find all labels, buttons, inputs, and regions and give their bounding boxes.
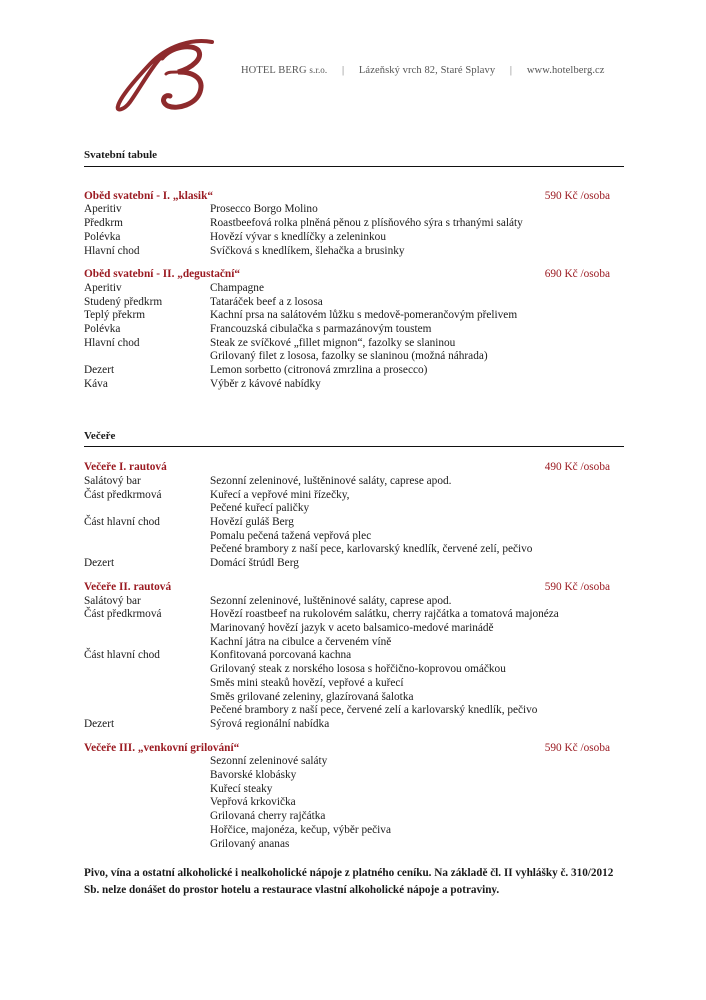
dish-description: Grilovaná cherry rajčátka	[210, 810, 326, 823]
separator: |	[509, 65, 513, 76]
course-label	[84, 691, 210, 705]
course-label	[84, 530, 210, 544]
menu-item-row	[84, 838, 624, 852]
company-address: Lázeňský vrch 82, Staré Splavy	[358, 65, 496, 76]
menu-item-row	[84, 296, 624, 310]
menu-item-row	[84, 543, 624, 557]
menu-item-row	[84, 718, 624, 732]
dish-description: Grilovaný filet z lososa, fazolky se slaninou (možná náhrada)	[210, 350, 488, 363]
menu-item-row	[84, 677, 624, 691]
company-suffix: s.r.o.	[309, 65, 328, 75]
course-label	[84, 663, 210, 677]
hotel-logo-icon	[112, 36, 216, 114]
menu-document	[84, 149, 624, 899]
menu-item-row	[84, 691, 624, 705]
menu-price: 490 Kč /osoba	[544, 461, 610, 474]
dish-description: Pečené brambory z naší pece, karlovarský knedlík, červené zelí, pečivo	[210, 543, 533, 556]
menu-item-row	[84, 796, 624, 810]
menu-price: 590 Kč /osoba	[544, 741, 610, 754]
menu-block	[84, 268, 624, 391]
dish-description: Francouzská cibulačka s parmazánovým toustem	[210, 323, 432, 336]
beverage-note: Pivo, vína a ostatní alkoholické i nealkoholické nápoje z platného ceníku. Na základě čl. II vyhlášky č. 310/2012 Sb. nelze donášet do prostor hotelu a restaurace vlastní alkoholické nápoje a potraviny.	[84, 867, 614, 897]
course-label: Část předkrmová	[84, 488, 162, 501]
course-label	[84, 769, 210, 783]
menu-item-row	[84, 282, 624, 296]
dish-description: Svíčková s knedlíkem, šlehačka a brusinky	[210, 244, 405, 257]
menu-item-row	[84, 378, 624, 392]
menu-item-row	[84, 231, 624, 245]
menu-item-row	[84, 502, 624, 516]
dish-description: Hořčice, majonéza, kečup, výběr pečiva	[210, 823, 391, 836]
dish-description: Kachní játra na cibulce a červeném víně	[210, 635, 392, 648]
dish-description: Lemon sorbetto (citronová zmrzlina a prosecco)	[210, 364, 428, 377]
dish-description: Pečené brambory z naší pece, červené zelí a karlovarský knedlík, pečivo	[210, 704, 538, 717]
menu-name: Večeře III. „venkovní grilování“	[84, 741, 240, 754]
course-label	[84, 502, 210, 516]
course-label	[84, 824, 210, 838]
company-info	[241, 65, 605, 76]
menu-item-row	[84, 810, 624, 824]
course-label: Dezert	[84, 557, 115, 570]
dish-description: Steak ze svíčkové „fillet mignon“, fazolky se slaninou	[210, 336, 456, 349]
menu-heading	[84, 268, 624, 282]
menu-item-row	[84, 364, 624, 378]
section-title: Večeře	[84, 430, 624, 448]
menu-section	[84, 149, 624, 392]
dish-description: Hovězí guláš Berg	[210, 516, 294, 529]
course-label	[84, 677, 210, 691]
course-label: Část hlavní chod	[84, 516, 160, 529]
menu-item-row	[84, 557, 624, 571]
menu-item-row	[84, 663, 624, 677]
menu-item-row	[84, 824, 624, 838]
course-label	[84, 783, 210, 797]
menu-name: Oběd svatební - I. „klasik“	[84, 189, 214, 202]
course-label: Salátový bar	[84, 594, 141, 607]
menu-block	[84, 742, 624, 852]
letterhead	[0, 0, 706, 130]
menu-price: 690 Kč /osoba	[544, 268, 610, 281]
course-label: Hlavní chod	[84, 244, 140, 257]
course-label: Polévka	[84, 323, 121, 336]
dish-description: Bavorské klobásky	[210, 769, 297, 782]
dish-description: Kuřecí a vepřové mini řízečky,	[210, 488, 350, 501]
course-label	[84, 350, 210, 364]
menu-item-row	[84, 203, 624, 217]
course-label: Studený předkrm	[84, 295, 163, 308]
menu-price: 590 Kč /osoba	[544, 189, 610, 202]
dish-description: Champagne	[210, 281, 264, 294]
menu-item-row	[84, 608, 624, 622]
menu-name: Večeře I. rautová	[84, 461, 167, 474]
course-label: Část předkrmová	[84, 608, 162, 621]
course-label: Salátový bar	[84, 474, 141, 487]
company-name: HOTEL BERG	[241, 65, 307, 76]
menu-item-row	[84, 755, 624, 769]
course-label	[84, 796, 210, 810]
menu-heading	[84, 581, 624, 595]
course-label	[84, 622, 210, 636]
dish-description: Tataráček beef a z lososa	[210, 295, 323, 308]
course-label: Káva	[84, 377, 108, 390]
menu-price: 590 Kč /osoba	[544, 580, 610, 593]
dish-description: Směs grilované zeleniny, glazírovaná šalotka	[210, 690, 414, 703]
menu-item-row	[84, 622, 624, 636]
course-label: Aperitiv	[84, 203, 122, 216]
dish-description: Kachní prsa na salátovém lůžku s medově-pomerančovým přelivem	[210, 309, 518, 322]
dish-description: Pečené kuřecí paličky	[210, 502, 310, 515]
menu-item-row	[84, 475, 624, 489]
menu-item-row	[84, 769, 624, 783]
menu-item-row	[84, 217, 624, 231]
separator: |	[341, 65, 345, 76]
course-label: Polévka	[84, 230, 121, 243]
course-label: Část hlavní chod	[84, 649, 160, 662]
menu-section	[84, 430, 624, 852]
menu-name: Večeře II. rautová	[84, 580, 172, 593]
course-label	[84, 704, 210, 718]
menu-item-row	[84, 516, 624, 530]
menu-item-row	[84, 783, 624, 797]
menu-item-row	[84, 636, 624, 650]
menu-name: Oběd svatební - II. „degustační“	[84, 268, 240, 281]
course-label: Teplý překrm	[84, 309, 146, 322]
menu-item-row	[84, 245, 624, 259]
dish-description: Sezonní zeleninové, luštěninové saláty, caprese apod.	[210, 594, 452, 607]
dish-description: Vepřová krkovička	[210, 796, 296, 809]
dish-description: Sezonní zeleninové, luštěninové saláty, caprese apod.	[210, 474, 452, 487]
course-label	[84, 838, 210, 852]
dish-description: Domácí štrúdl Berg	[210, 557, 299, 570]
dish-description: Sýrová regionální nabídka	[210, 717, 330, 730]
course-label	[84, 755, 210, 769]
course-label	[84, 810, 210, 824]
menu-heading	[84, 461, 624, 475]
dish-description: Pomalu pečená tažená vepřová plec	[210, 529, 372, 542]
company-website[interactable]: www.hotelberg.cz	[526, 65, 605, 76]
menu-item-row	[84, 595, 624, 609]
menu-block	[84, 190, 624, 259]
menu-item-row	[84, 704, 624, 718]
course-label: Aperitiv	[84, 281, 122, 294]
menu-heading	[84, 190, 624, 204]
dish-description: Kuřecí steaky	[210, 782, 273, 795]
menu-item-row	[84, 309, 624, 323]
dish-description: Výběr z kávové nabídky	[210, 377, 321, 390]
menu-item-row	[84, 489, 624, 503]
menu-item-row	[84, 337, 624, 351]
dish-description: Směs mini steaků hovězí, vepřové a kuřecí	[210, 676, 404, 689]
dish-description: Konfitovaná porcovaná kachna	[210, 649, 352, 662]
dish-description: Hovězí vývar s knedlíčky a zeleninkou	[210, 230, 386, 243]
dish-description: Roastbeefová rolka plněná pěnou z plísňového sýra s trhanými saláty	[210, 217, 523, 230]
menu-block	[84, 581, 624, 732]
course-label: Dezert	[84, 717, 115, 730]
course-label: Předkrm	[84, 217, 123, 230]
dish-description: Sezonní zeleninové saláty	[210, 755, 328, 768]
course-label: Dezert	[84, 364, 115, 377]
menu-item-row	[84, 323, 624, 337]
menu-item-row	[84, 649, 624, 663]
menu-heading	[84, 742, 624, 756]
dish-description: Marinovaný hovězí jazyk v aceto balsamico-medové marinádě	[210, 621, 494, 634]
menu-block	[84, 461, 624, 571]
dish-description: Grilovaný steak z norského lososa s hořčično-koprovou omáčkou	[210, 663, 506, 676]
dish-description: Hovězí roastbeef na rukolovém salátku, cherry rajčátka a tomatová majonéza	[210, 608, 559, 621]
dish-description: Prosecco Borgo Molino	[210, 203, 318, 216]
course-label	[84, 636, 210, 650]
menu-item-row	[84, 350, 624, 364]
course-label	[84, 543, 210, 557]
section-title: Svatební tabule	[84, 149, 624, 167]
dish-description: Grilovaný ananas	[210, 837, 290, 850]
course-label: Hlavní chod	[84, 336, 140, 349]
menu-item-row	[84, 530, 624, 544]
